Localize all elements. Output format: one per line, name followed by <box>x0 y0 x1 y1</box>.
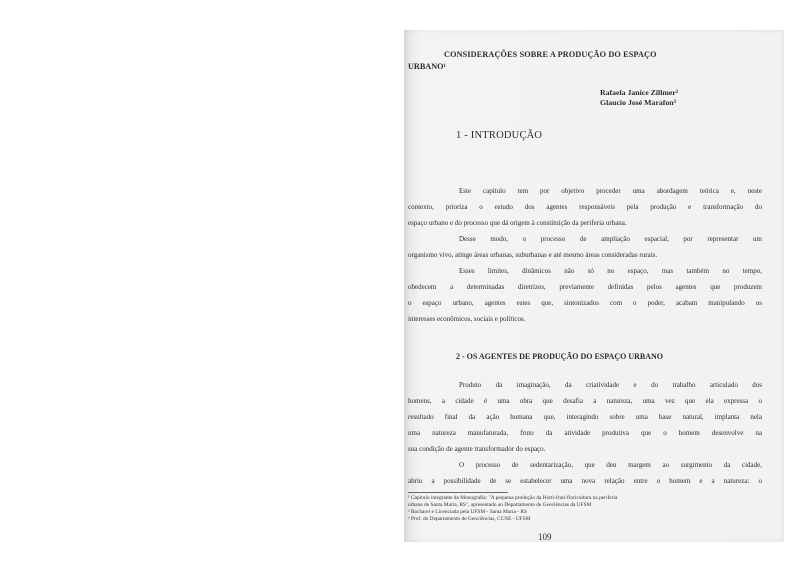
paragraph-line: espaço urbano e do processo que dá origem à constituição da periferia urbana. <box>408 219 627 227</box>
footnote: ¹ Capítulo integrante da Monografia: "A pequena produção da Horti-fruti-floricultura na periferia <box>408 495 618 501</box>
paragraph-line: Produto da imaginação, da criatividade e do trabalho articulado dos <box>459 381 762 389</box>
footnote-divider <box>408 492 508 493</box>
paragraph-line: homens, a cidade é uma obra que desafia a natureza, uma vez que ela expressa o <box>408 397 762 405</box>
paragraph-line: sua condição de agente transformador do espaço. <box>408 445 546 453</box>
paragraph-line: organismo vivo, atinge áreas urbanas, suburbanas e até mesmo áreas consideradas rurais. <box>408 251 658 259</box>
paragraph-line: obedecem a determinadas diretrizes, previamente definidas pelos agentes que produzem <box>408 283 762 291</box>
paragraph-line: o espaço urbano, agentes estes que, sintonizados com o poder, acabam manipulando os <box>408 299 762 307</box>
footnote: ² Bacharel e Licenciada pela UFSM - Santa Maria - RS <box>408 509 527 515</box>
paragraph-line: contexto, prioriza o estudo dos agentes responsáveis pela produção e transformação do <box>408 203 762 211</box>
paragraph-line: abriu a possibilidade de se estabelecer uma nova relação entre o homem e a natureza: o <box>408 477 762 485</box>
paragraph-line: Este capítulo tem por objetivo proceder uma abordagem teórica e, neste <box>459 187 762 195</box>
author-name: Glaucio José Marafon³ <box>600 98 676 107</box>
document-title-continuation: URBANO¹ <box>408 62 446 71</box>
paragraph-line: interesses econômicos, sociais e políticos. <box>408 315 526 323</box>
footnote: ³ Prof. do Departamento de Geociências, CCNE - UFSM <box>408 516 531 522</box>
page-number: 109 <box>538 532 552 542</box>
document-page <box>404 30 784 542</box>
section-heading-introduction: 1 - INTRODUÇÃO <box>456 130 543 141</box>
paragraph-line: Esses limites, dinâmicos não só no espaço, mas também no tempo, <box>459 267 762 275</box>
author-name: Rafaela Janice Zillmer² <box>600 88 679 97</box>
document-title: CONSIDERAÇÕES SOBRE A PRODUÇÃO DO ESPAÇO <box>444 50 657 59</box>
section-heading-agents: 2 - OS AGENTES DE PRODUÇÃO DO ESPAÇO URBANO <box>456 352 663 361</box>
footnote: urbana de Santa Maria, RS", apresentado ao Departamento de Geociências da UFSM <box>408 502 592 508</box>
paragraph-line: Desse modo, o processo de ampliação espacial, por representar um <box>459 235 762 243</box>
paragraph-line: O processo de sedentarização, que deu margem ao surgimento da cidade, <box>459 461 762 469</box>
paragraph-line: resultado final da ação humana que, interagindo sobre uma base natural, implanta nela <box>408 413 762 421</box>
paragraph-line: uma natureza manufaturada, fruto da atividade produtiva que o homem desenvolve na <box>408 429 762 437</box>
